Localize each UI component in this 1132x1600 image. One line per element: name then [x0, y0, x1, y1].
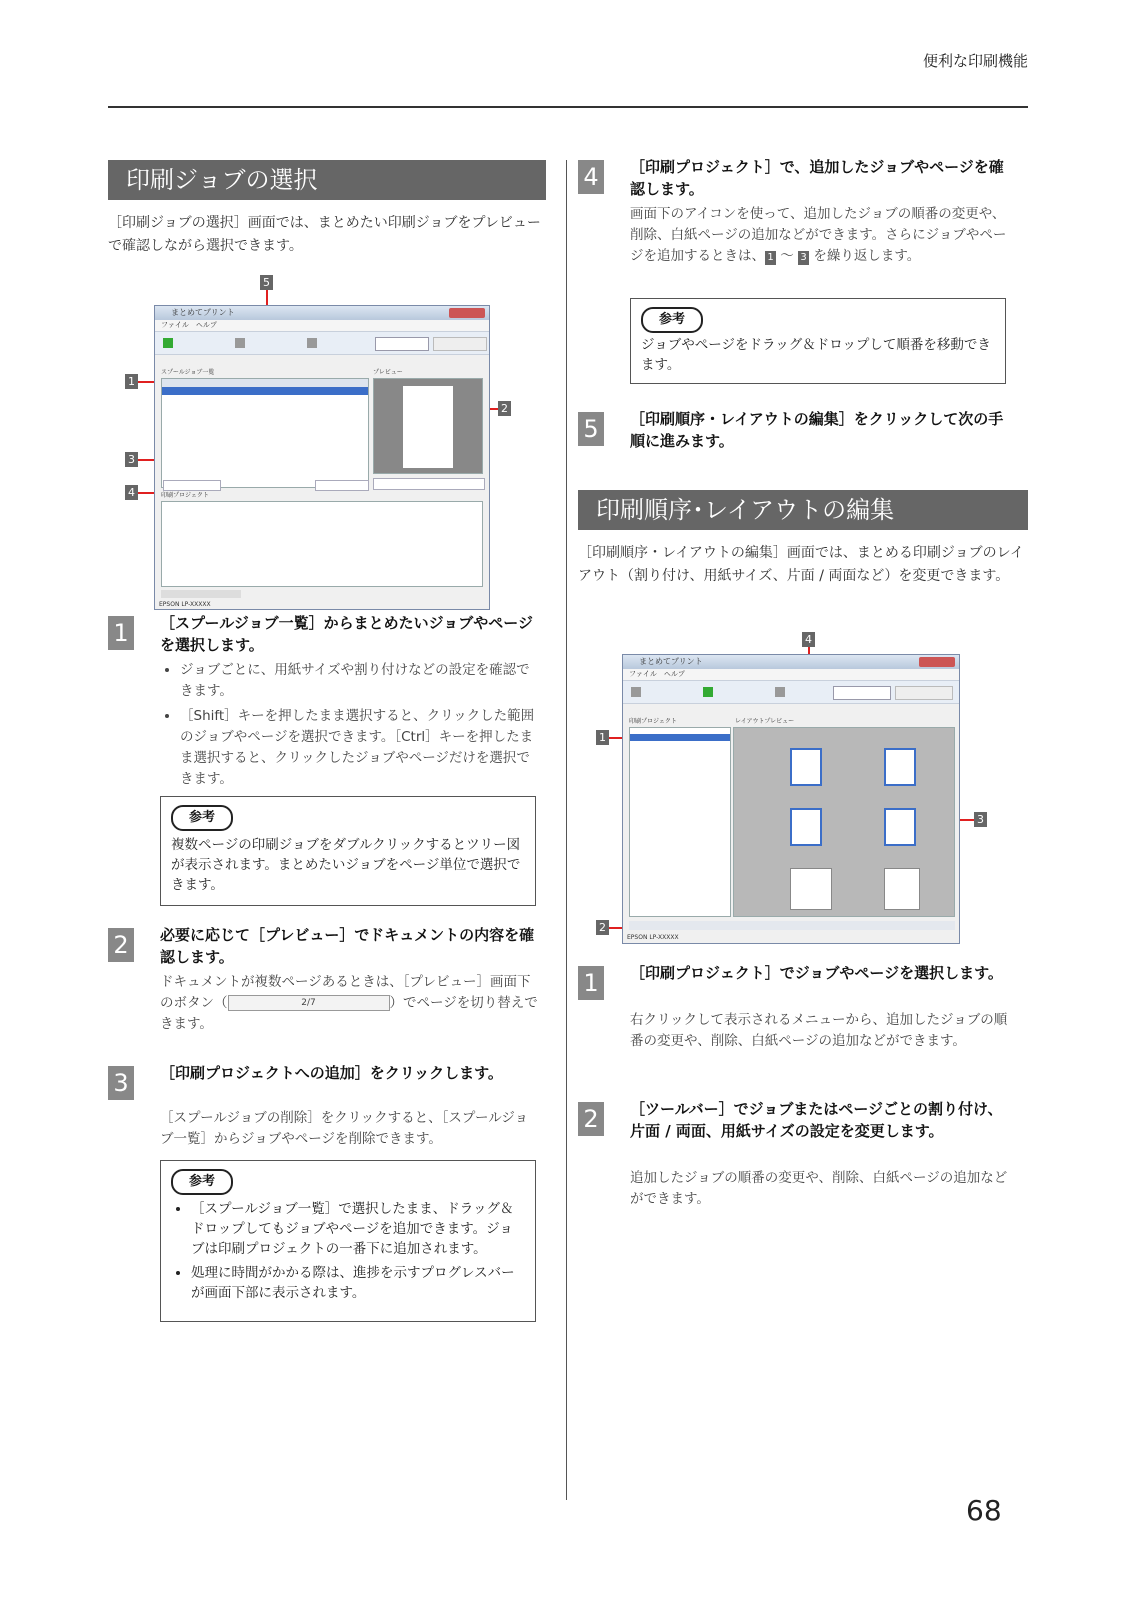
callout-tag-1: 1 — [596, 730, 609, 745]
note-box-4 — [630, 298, 1006, 384]
step-1-right-heading: ［印刷プロジェクト］でジョブやページを選択します。 — [630, 964, 1003, 982]
callout-tag-1: 1 — [125, 374, 138, 389]
spool-list-header — [162, 379, 368, 387]
window-titlebar — [623, 655, 959, 669]
step-2-body-a: ドキュメントが複数ページあるときは、［プレビュー］画面下のボタン（ — [160, 974, 531, 1011]
layout-preview-label: レイアウトプレビュー — [735, 718, 795, 725]
callout-tag-2: 2 — [596, 920, 609, 935]
step-2-button[interactable] — [235, 338, 245, 348]
header-rule — [108, 106, 1028, 108]
step-number-2-right: 2 — [578, 1102, 604, 1136]
step-4-body-b: を繰り返します。 — [809, 248, 921, 264]
ref-tag-3: 3 — [798, 251, 809, 265]
step-number-2: 2 — [108, 928, 134, 962]
step-4-body-mid: ～ — [776, 248, 799, 264]
note-badge: 参考 — [641, 307, 703, 333]
app-window — [622, 654, 960, 944]
preview-label: プレビュー — [373, 369, 403, 376]
callout-tag-3: 3 — [125, 452, 138, 467]
project-row-selected[interactable] — [630, 734, 730, 741]
window-controls[interactable] — [919, 657, 955, 667]
note-box-1 — [160, 796, 536, 906]
save-temp-button[interactable] — [375, 337, 429, 351]
step-2-body — [160, 972, 540, 1035]
layout-toolbar[interactable] — [629, 921, 955, 930]
add-to-project-button[interactable] — [163, 480, 221, 491]
step-4-body-a: 画面下のアイコンを使って、追加したジョブの順番の変更や、削除、白紙ページの追加などができます。さらにジョブやページを追加するときは、 — [630, 206, 1007, 264]
step-2-heading: 必要に応じて［プレビュー］でドキュメントの内容を確認します。 — [160, 926, 535, 966]
window-controls[interactable] — [449, 308, 485, 318]
spool-row-selected[interactable] — [162, 387, 368, 395]
wizard-toolbar — [623, 680, 959, 704]
wizard-toolbar — [155, 331, 489, 355]
note-text: ジョブやページをドラッグ＆ドロップして順番を移動できます。 — [641, 337, 991, 373]
project-row[interactable] — [630, 741, 730, 748]
project-toolbar-icons[interactable] — [161, 590, 241, 598]
preview-page — [402, 385, 454, 469]
step-4-body — [630, 204, 1010, 267]
note-text: 複数ページの印刷ジョブをダブルクリックするとツリー図が表示されます。まとめたいジョブをページ単位で選択できます。 — [171, 837, 521, 893]
page-number: 68 — [966, 1494, 1002, 1527]
menu-bar[interactable]: ファイル ヘルプ — [623, 669, 959, 680]
step-1-bullet: • ジョブごとに、用紙サイズや割り付けなどの設定を確認できます。 — [180, 660, 540, 702]
step-number-3: 3 — [108, 1066, 134, 1100]
layout-preview-grid — [733, 727, 955, 917]
job-select-screenshot — [120, 275, 540, 610]
note-box-3 — [160, 1160, 536, 1322]
window-title: まとめてプリント — [639, 657, 703, 666]
step-4-heading: ［印刷プロジェクト］で、追加したジョブやページを確認します。 — [630, 158, 1004, 198]
layout-sheet[interactable] — [884, 748, 916, 786]
print-project-tree[interactable] — [161, 501, 483, 587]
step-1-button[interactable] — [163, 338, 173, 348]
step-3-button[interactable] — [307, 338, 317, 348]
step-3-button[interactable] — [775, 687, 785, 697]
step-2-button[interactable] — [703, 687, 713, 697]
callout-tag-4: 4 — [802, 632, 815, 647]
note-badge: 参考 — [171, 805, 233, 831]
step-1-right-body: 右クリックして表示されるメニューから、追加したジョブの順番の変更や、削除、白紙ページの追加などができます。 — [630, 1012, 1008, 1049]
window-titlebar — [155, 306, 489, 320]
spool-list-label: スプールジョブ一覧 — [161, 369, 215, 376]
status-bar: EPSON LP-XXXXX — [627, 934, 679, 941]
load-button[interactable] — [895, 686, 953, 700]
preview-nav-buttons[interactable] — [373, 478, 485, 490]
step-1-button[interactable] — [631, 687, 641, 697]
layout-edit-screenshot — [596, 632, 1016, 962]
step-1-bullet: • ［Shift］キーを押したまま選択すると、クリックした範囲のジョブやページを選択できます。［Ctrl］キーを押したまま選択すると、クリックしたジョブやページだけを選択できます。 — [180, 706, 540, 790]
step-5-heading: ［印刷順序・レイアウトの編集］をクリックして次の手順に進みます。 — [630, 410, 1004, 450]
layout-sheet[interactable] — [790, 748, 822, 786]
callout-tag-3: 3 — [974, 812, 987, 827]
layout-sheet[interactable] — [884, 868, 920, 910]
running-header: 便利な印刷機能 — [922, 52, 1028, 70]
step-3-body: ［スプールジョブの削除］をクリックすると、［スプールジョブ一覧］からジョブやページを削除できます。 — [160, 1110, 529, 1147]
delete-spool-job-button[interactable] — [315, 480, 369, 491]
load-button[interactable] — [433, 337, 487, 351]
step-1-heading: ［スプールジョブ一覧］からまとめたいジョブやページを選択します。 — [160, 614, 533, 654]
step-number-5: 5 — [578, 412, 604, 446]
spool-row[interactable] — [162, 395, 368, 403]
step-number-1-right: 1 — [578, 966, 604, 1000]
save-temp-button[interactable] — [833, 686, 891, 700]
callout-tag-4: 4 — [125, 485, 138, 500]
ref-tag-1: 1 — [765, 251, 776, 265]
section-title-layout-edit: 印刷順序･レイアウトの編集 — [578, 490, 1028, 530]
section-intro: ［印刷ジョブの選択］画面では、まとめたい印刷ジョブをプレビューで確認しながら選択できます。 — [108, 215, 541, 254]
callout-tag-2: 2 — [498, 401, 511, 416]
step-2-right-heading: ［ツールバー］でジョブまたはページごとの割り付け、片面 / 両面、用紙サイズの設定を変更します。 — [630, 1100, 1003, 1140]
step-number-1: 1 — [108, 616, 134, 650]
step-2-right-body: 追加したジョブの順番の変更や、削除、白紙ページの追加などができます。 — [630, 1170, 1008, 1207]
step-number-4: 4 — [578, 160, 604, 194]
note-bullet: • ［スプールジョブ一覧］で選択したまま、ドラッグ＆ドロップしてもジョブやページを追加できます。ジョブは印刷プロジェクトの一番下に追加されます。 — [191, 1199, 525, 1259]
window-title: まとめてプリント — [171, 308, 235, 317]
spool-job-list[interactable] — [161, 378, 369, 488]
layout-sheet[interactable] — [790, 868, 832, 910]
layout-sheet[interactable] — [884, 808, 916, 846]
preview-nav-buttons-inline — [228, 995, 390, 1011]
project-label: 印刷プロジェクト — [629, 718, 677, 725]
app-window — [154, 305, 490, 610]
note-bullet: • 処理に時間がかかる際は、進捗を示すプログレスバーが画面下部に表示されます。 — [191, 1263, 525, 1303]
menu-bar[interactable]: ファイル ヘルプ — [155, 320, 489, 331]
step-3-heading: ［印刷プロジェクトへの追加］をクリックします。 — [160, 1064, 503, 1082]
page-counter: 2/7 — [301, 998, 316, 1008]
step-2-body-b: ）でページを切り替えできます。 — [160, 995, 538, 1032]
section-intro-right: ［印刷順序・レイアウトの編集］画面では、まとめる印刷ジョブのレイアウト（割り付け、用紙サイズ、片面 / 両面など）を変更できます。 — [578, 545, 1024, 584]
project-label: 印刷プロジェクト — [161, 492, 209, 499]
preview-pane — [373, 378, 483, 474]
step-1-bullets — [160, 660, 540, 794]
section-title-job-select: 印刷ジョブの選択 — [108, 160, 546, 200]
layout-sheet[interactable] — [790, 808, 822, 846]
status-bar: EPSON LP-XXXXX — [159, 601, 211, 608]
note-bullets — [171, 1199, 525, 1307]
print-project-tree[interactable] — [629, 727, 731, 917]
column-divider — [566, 160, 567, 1500]
note-badge: 参考 — [171, 1169, 233, 1195]
callout-tag-5: 5 — [260, 275, 273, 290]
